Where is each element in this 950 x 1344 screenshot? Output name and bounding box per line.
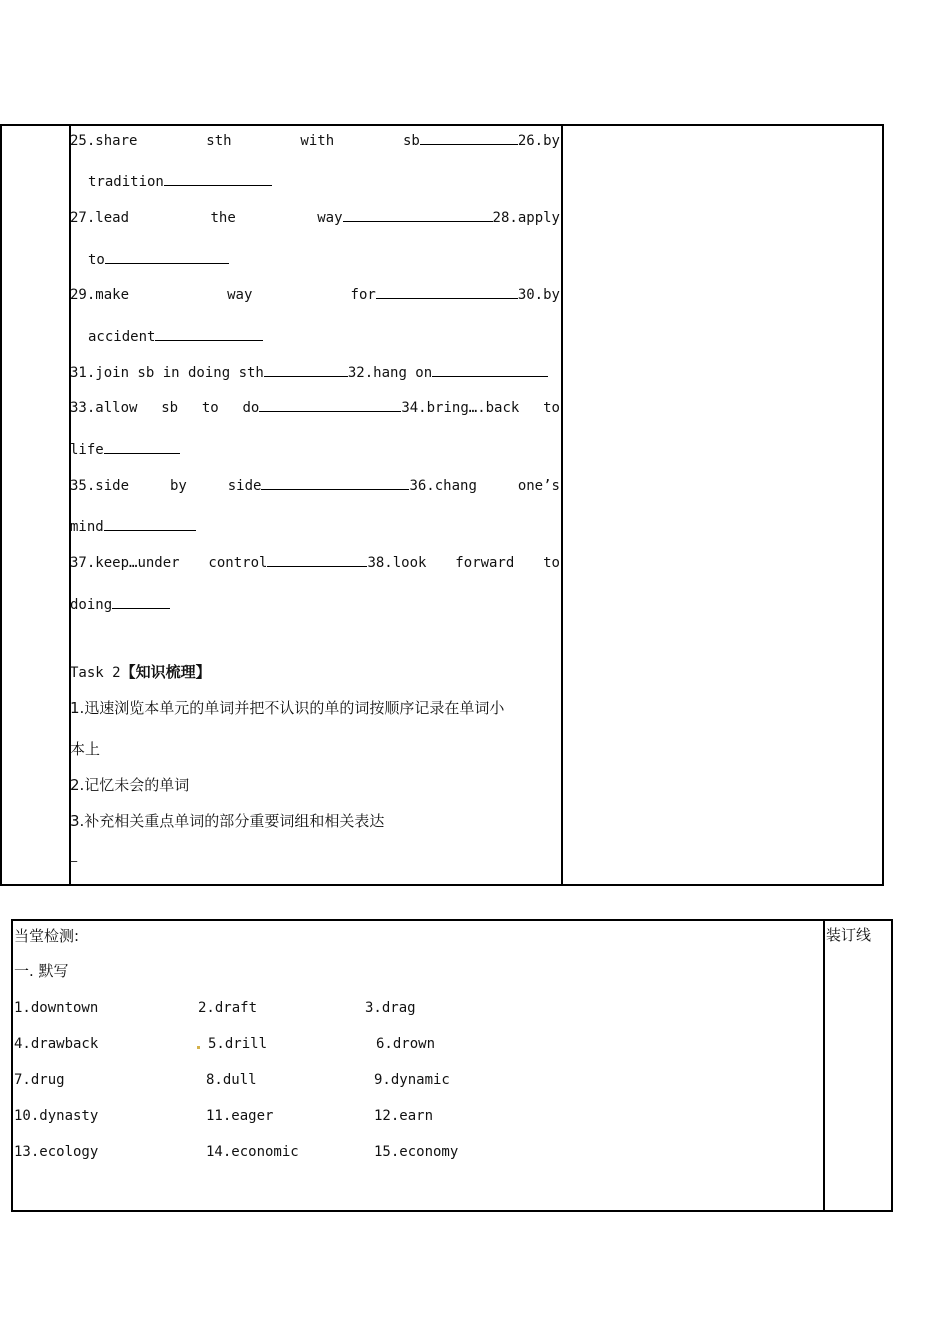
blank-27[interactable] — [343, 209, 493, 222]
task2-heading: Task 2【知识梳理】 — [70, 663, 211, 681]
phrase-row-28-cont: to — [88, 251, 229, 269]
word-item: 8.dull — [206, 1072, 257, 1088]
word-item: 1.downtown — [14, 1000, 99, 1016]
check-title: 当堂检测: — [14, 927, 80, 945]
upper-divider-right — [561, 126, 563, 884]
phrase-row-27: 27.lead the way 28.apply — [70, 210, 560, 226]
blank-37[interactable] — [267, 554, 367, 567]
word-item: 3.drag — [365, 1000, 416, 1016]
word-item: 11.eager — [206, 1108, 274, 1124]
blank-33[interactable] — [259, 399, 401, 412]
task2-item-3: 3.补充相关重点单词的部分重要词组和相关表达 — [70, 812, 385, 830]
word-item: 6.drown — [376, 1036, 436, 1052]
blank-29[interactable] — [376, 286, 518, 299]
blank-38[interactable] — [112, 596, 170, 609]
word-item: 4.drawback — [14, 1036, 99, 1052]
task2-title: 【知识梳理】 — [120, 663, 211, 681]
word-item: 14.economic — [206, 1144, 299, 1160]
blank-26[interactable] — [164, 173, 272, 186]
task2-item-1: 1.迅速浏览本单元的单词并把不认识的单的词按顺序记录在单词小 — [70, 699, 505, 717]
phrase-row-38-cont: doing — [70, 596, 170, 614]
phrase-row-30-cont: accident — [88, 328, 263, 346]
phrase-row-37: 37.keep…under control 38.look forward to — [70, 555, 560, 571]
lower-divider — [823, 921, 825, 1210]
phrase-row-31: 31.join sb in doing sth 32.hang on — [70, 364, 548, 382]
phrase-row-36-cont: mind — [70, 518, 196, 536]
dictation-section: 一. 默写 — [14, 962, 69, 980]
blank-28[interactable] — [105, 251, 229, 264]
blank-34[interactable] — [104, 441, 180, 454]
phrase-row-25: 25.share sth with sb 26.by — [70, 133, 560, 149]
phrase-row-29: 29.make way for 30.by — [70, 287, 560, 303]
phrase-row-34-cont: life — [70, 441, 180, 459]
lower-table — [11, 919, 893, 1212]
task2-tail-mark: – — [70, 854, 78, 868]
word-item: 10.dynasty — [14, 1108, 99, 1124]
word-item: 13.ecology — [14, 1144, 99, 1160]
blank-25[interactable] — [420, 132, 518, 145]
upper-table — [0, 124, 884, 886]
upper-divider-left — [69, 126, 71, 884]
task2-item-2: 2.记忆未会的单词 — [70, 776, 190, 794]
blank-36[interactable] — [104, 518, 196, 531]
phrase-row-35: 35.side by side 36.chang one’s — [70, 478, 560, 494]
blank-31[interactable] — [264, 364, 348, 377]
blank-32[interactable] — [432, 364, 548, 377]
phrase-row-26-cont: tradition — [88, 173, 272, 191]
task2-item-1-cont: 本上 — [70, 740, 101, 758]
blank-30[interactable] — [155, 328, 263, 341]
word-item: 2.draft — [198, 1000, 258, 1016]
word-item: 12.earn — [374, 1108, 434, 1124]
word-item: 7.drug — [14, 1072, 65, 1088]
blank-35[interactable] — [261, 477, 409, 490]
phrase-row-33: 33.allow sb to do 34.bring….back to — [70, 400, 560, 416]
word-item: 5.drill — [208, 1036, 268, 1052]
stray-mark — [197, 1046, 200, 1049]
word-item: 15.economy — [374, 1144, 459, 1160]
binding-line-label: 装订线 — [826, 926, 872, 944]
word-item: 9.dynamic — [374, 1072, 450, 1088]
